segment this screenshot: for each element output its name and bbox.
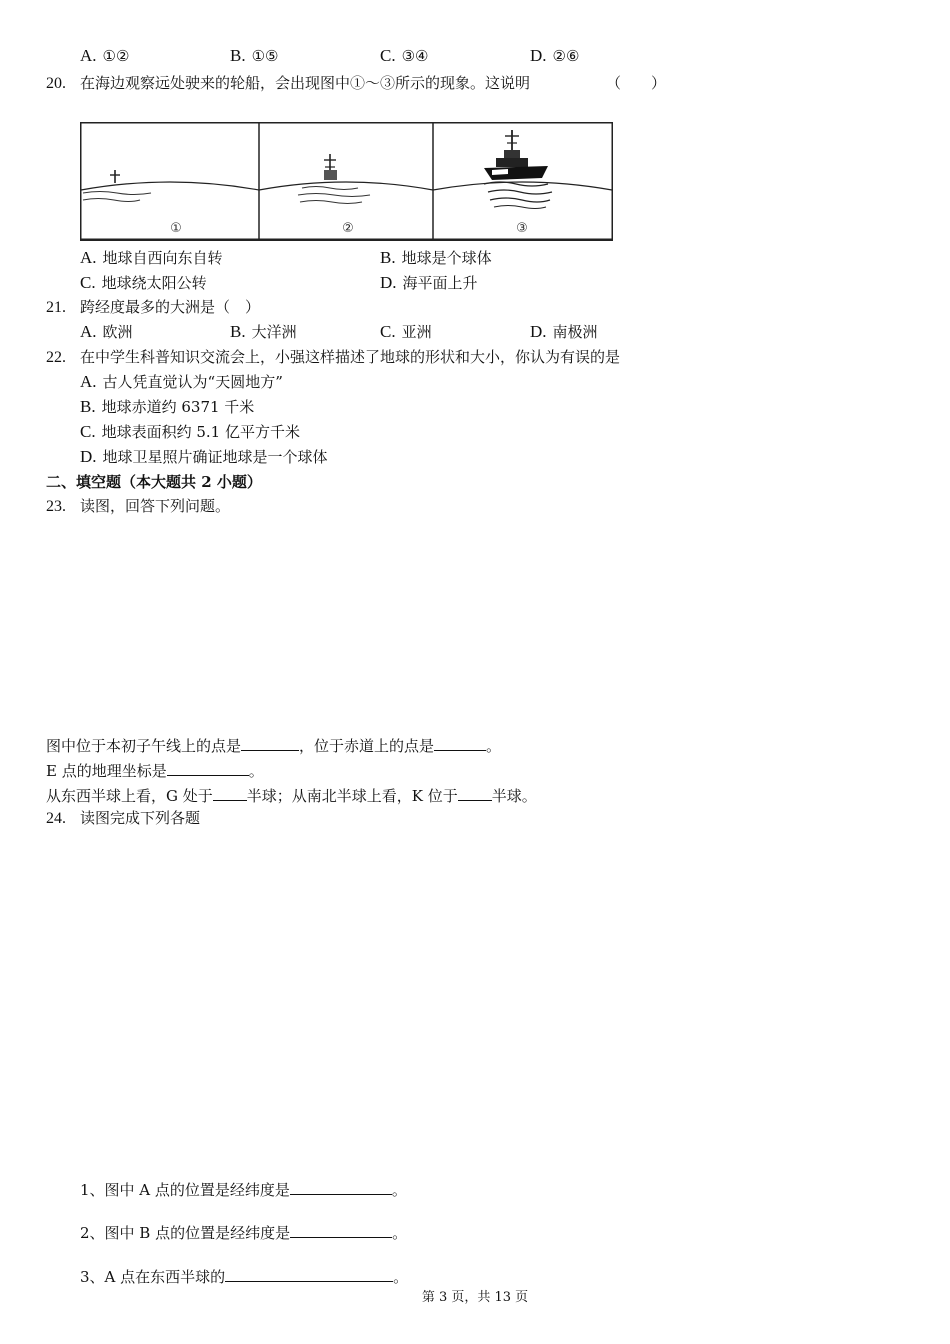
answer-blank[interactable] xyxy=(434,734,486,751)
answer-blank[interactable] xyxy=(213,784,247,801)
q22-option-c: C. 地球表面积约 5.1 亿平方千米 xyxy=(80,422,300,441)
q23-line-3: 从东西半球上看，G 处于 半球；从南北半球上看，K 位于 半球。 xyxy=(46,784,537,806)
q20-option-d: D. 海平面上升 xyxy=(380,273,478,292)
q24-item-1: 1、图中 A 点的位置是经纬度是 。 xyxy=(80,1178,407,1200)
q24-item-2: 2、图中 B 点的位置是经纬度是 。 xyxy=(80,1221,407,1243)
q21-option-d: D. 南极洲 xyxy=(530,322,598,341)
q23-stem: 读图，回答下列问题。 xyxy=(80,497,231,515)
q19-option-d: D. ②⑥ xyxy=(530,46,580,65)
section-heading-fill-in: 二、填空题（本大题共 2 小题） xyxy=(46,473,262,491)
q19-option-b: B. ①⑤ xyxy=(230,46,279,65)
page-footer: 第 3 页，共 13 页 xyxy=(421,1290,529,1305)
answer-blank[interactable] xyxy=(290,1178,392,1195)
q22-option-d: D. 地球卫星照片确证地球是一个球体 xyxy=(80,447,328,466)
answer-blank[interactable] xyxy=(241,734,299,751)
q21-number: 21. xyxy=(46,299,66,316)
q23-line-1: 图中位于本初子午线上的点是 ，位于赤道上的点是 。 xyxy=(46,734,501,756)
q20-stem: 在海边观察远处驶来的轮船，会出现图中①～③所示的现象。这说明 xyxy=(80,74,531,92)
q22-option-a: A. 古人凭直觉认为“天圆地方” xyxy=(80,372,283,391)
q21-option-b: B. 大洋洲 xyxy=(230,322,297,341)
q23-number: 23. xyxy=(46,498,66,515)
panel-label-1: ① xyxy=(170,221,182,236)
q21-option-c: C. 亚洲 xyxy=(380,322,432,341)
q24-number: 24. xyxy=(46,810,66,827)
answer-blank[interactable] xyxy=(225,1265,393,1282)
q20-answer-paren: （ ） xyxy=(606,74,667,92)
q21-stem: 跨经度最多的大洲是（ ） xyxy=(80,298,261,316)
q19-option-a: A. ①② xyxy=(80,46,130,65)
q24-item-3: 3、A 点在东西半球的 。 xyxy=(80,1265,408,1287)
q19-option-c: C. ③④ xyxy=(380,46,429,65)
answer-blank[interactable] xyxy=(458,784,492,801)
q20-option-b: B. 地球是个球体 xyxy=(380,248,492,267)
q22-option-b: B. 地球赤道约 6371 千米 xyxy=(80,397,255,416)
q22-stem: 在中学生科普知识交流会上，小强这样描述了地球的形状和大小，你认为有误的是 xyxy=(80,348,621,366)
answer-blank[interactable] xyxy=(167,759,249,776)
q21-option-a: A. 欧洲 xyxy=(80,322,133,341)
q24-stem: 读图完成下列各题 xyxy=(80,809,201,827)
q23-line-2: E 点的地理坐标是 。 xyxy=(46,759,264,781)
q20-option-a: A. 地球自西向东自转 xyxy=(80,248,223,267)
q22-number: 22. xyxy=(46,349,66,366)
q20-option-c: C. 地球绕太阳公转 xyxy=(80,273,207,292)
panel-label-3: ③ xyxy=(516,221,528,236)
ship-horizon-figure xyxy=(80,122,613,241)
answer-blank[interactable] xyxy=(290,1221,392,1238)
panel-label-2: ② xyxy=(342,221,354,236)
q20-number: 20. xyxy=(46,75,66,92)
